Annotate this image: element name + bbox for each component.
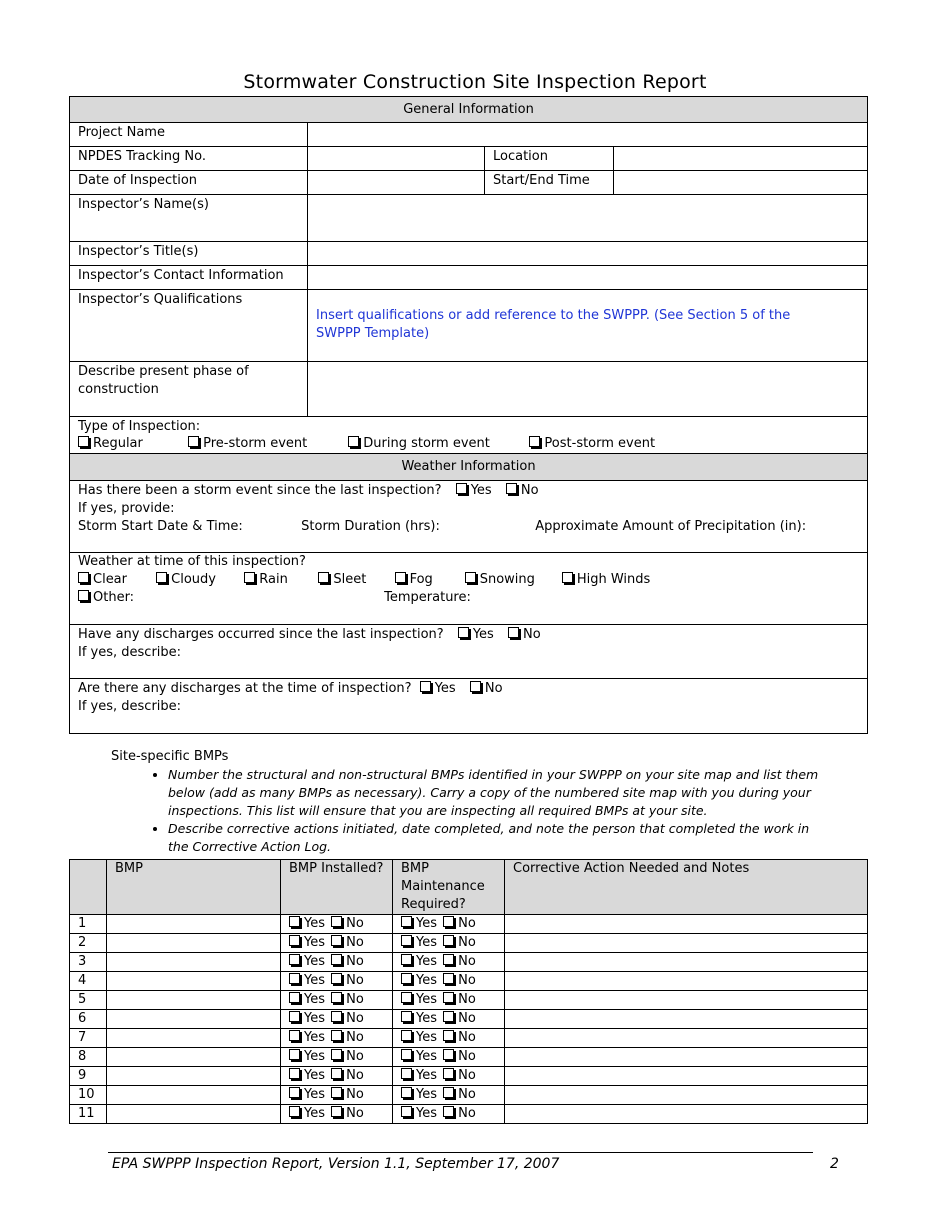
bmp-installed-choice[interactable]: Yes No (281, 1086, 393, 1105)
corrective-action-field[interactable] (505, 1105, 868, 1124)
discharge-since-no-option[interactable]: No (508, 627, 541, 642)
bmp-row-number: 10 (70, 1086, 107, 1105)
corrective-action-field[interactable] (505, 1048, 868, 1067)
discharge-now-no-option[interactable]: No (470, 681, 503, 696)
checkbox-icon[interactable] (348, 436, 359, 447)
discharge-now-question: Are there any discharges at the time of inspection? (78, 681, 412, 696)
checkbox-icon[interactable] (289, 1011, 300, 1022)
bmp-name-field[interactable] (107, 1105, 281, 1124)
bmp-instruction-2: • Describe corrective actions initiated, date completed, and note the person that completed the work in the Corrective Action Log. (168, 820, 831, 856)
inspection-type-label: Type of Inspection: (78, 419, 201, 434)
footer-text: EPA SWPPP Inspection Report, Version 1.1, September 17, 2007 (112, 1156, 560, 1172)
bmp-installed-header: BMP Installed? (281, 860, 393, 915)
date-field[interactable] (308, 171, 485, 195)
bmp-name-field[interactable] (107, 953, 281, 972)
bmp-maintenance-header: BMP Maintenance Required? (393, 860, 505, 915)
corrective-action-header: Corrective Action Needed and Notes (505, 860, 868, 915)
bmp-row-number: 8 (70, 1048, 107, 1067)
checkbox-icon[interactable] (562, 572, 573, 583)
bmp-name-field[interactable] (107, 1010, 281, 1029)
phase-label: Describe present phase of construction (70, 362, 308, 417)
storm-duration-label: Storm Duration (hrs): (301, 519, 440, 534)
table-row (70, 915, 868, 934)
bmp-installed-choice[interactable]: Yes No (281, 953, 393, 972)
checkbox-icon[interactable] (331, 973, 342, 984)
storm-if-yes: If yes, provide: (78, 501, 175, 516)
weather-conditions-cell (70, 553, 868, 625)
discharge-now-cell (70, 679, 868, 734)
bmp-name-field[interactable] (107, 1067, 281, 1086)
type-regular-option[interactable]: Regular (78, 435, 184, 452)
bmp-installed-choice[interactable]: Yes No (281, 1010, 393, 1029)
discharge-since-cell (70, 625, 868, 679)
bmp-installed-choice[interactable]: Yes No (281, 1067, 393, 1086)
type-pre-storm-option[interactable]: Pre-storm event (188, 435, 344, 452)
checkbox-icon[interactable] (331, 992, 342, 1003)
checkbox-icon[interactable] (401, 1068, 412, 1079)
inspection-type-cell (70, 417, 868, 454)
checkbox-icon[interactable] (289, 1030, 300, 1041)
checkbox-icon[interactable] (529, 436, 540, 447)
checkbox-icon[interactable] (244, 572, 255, 583)
checkbox-icon[interactable] (331, 1068, 342, 1079)
bmp-maintenance-choice[interactable]: Yes No (393, 972, 505, 991)
bmp-maintenance-choice[interactable]: Yes No (393, 1105, 505, 1124)
start-end-label: Start/End Time (485, 171, 614, 195)
table-row (70, 991, 868, 1010)
bmp-row-number: 1 (70, 915, 107, 934)
bmp-row-number: 6 (70, 1010, 107, 1029)
checkbox-icon[interactable] (443, 1030, 454, 1041)
bmp-name-field[interactable] (107, 972, 281, 991)
page-number: 2 (830, 1156, 839, 1172)
weather-rain-option[interactable]: Rain (244, 571, 314, 589)
checkbox-icon[interactable] (443, 1087, 454, 1098)
corrective-action-field[interactable] (505, 1010, 868, 1029)
bmp-installed-choice[interactable]: Yes No (281, 972, 393, 991)
checkbox-icon[interactable] (395, 572, 406, 583)
bmp-row-number: 3 (70, 953, 107, 972)
temperature-label: Temperature: (384, 590, 471, 605)
checkbox-icon[interactable] (289, 1049, 300, 1060)
checkbox-icon[interactable] (443, 954, 454, 965)
checkbox-icon[interactable] (401, 1049, 412, 1060)
checkbox-icon[interactable] (401, 954, 412, 965)
bmp-installed-choice[interactable]: Yes No (281, 991, 393, 1010)
date-label: Date of Inspection (70, 171, 308, 195)
storm-event-cell (70, 481, 868, 553)
checkbox-icon[interactable] (470, 681, 481, 692)
inspector-contact-label: Inspector’s Contact Information (70, 266, 308, 290)
corrective-action-field[interactable] (505, 915, 868, 934)
corrective-action-field[interactable] (505, 972, 868, 991)
bmp-header: BMP (107, 860, 281, 915)
bmp-row-number: 11 (70, 1105, 107, 1124)
inspector-titles-field[interactable] (308, 242, 868, 266)
checkbox-icon[interactable] (331, 1011, 342, 1022)
table-row (70, 1029, 868, 1048)
checkbox-icon[interactable] (289, 935, 300, 946)
checkbox-icon[interactable] (289, 1087, 300, 1098)
npdes-label: NPDES Tracking No. (70, 147, 308, 171)
table-row (70, 1086, 868, 1105)
table-row (70, 1067, 868, 1086)
bmp-installed-choice[interactable]: Yes No (281, 915, 393, 934)
inspector-titles-label: Inspector’s Title(s) (70, 242, 308, 266)
checkbox-icon[interactable] (508, 627, 519, 638)
discharge-now-describe: If yes, describe: (78, 699, 182, 714)
footer-divider (108, 1152, 813, 1153)
checkbox-icon[interactable] (401, 992, 412, 1003)
bmp-row-number: 5 (70, 991, 107, 1010)
checkbox-icon[interactable] (331, 1049, 342, 1060)
checkbox-icon[interactable] (443, 1049, 454, 1060)
storm-start-label: Storm Start Date & Time: (78, 519, 243, 534)
checkbox-icon[interactable] (156, 572, 167, 583)
checkbox-icon[interactable] (420, 681, 431, 692)
checkbox-icon[interactable] (289, 1068, 300, 1079)
type-post-storm-option[interactable]: Post-storm event (529, 435, 655, 452)
bmp-row-number: 2 (70, 934, 107, 953)
general-information-header: General Information (70, 97, 868, 123)
inspector-qualifications-field[interactable] (308, 290, 868, 362)
weather-clear-option[interactable]: Clear (78, 571, 152, 589)
checkbox-icon[interactable] (401, 1011, 412, 1022)
bmp-name-field[interactable] (107, 991, 281, 1010)
storm-question: Has there been a storm event since the last inspection? (78, 483, 442, 498)
inspector-qualifications-label: Inspector’s Qualifications (70, 290, 308, 362)
weather-sleet-option[interactable]: Sleet (318, 571, 390, 589)
bmp-instructions (111, 749, 831, 856)
checkbox-icon[interactable] (456, 483, 467, 494)
bmp-name-field[interactable] (107, 934, 281, 953)
storm-no-option[interactable]: No (506, 483, 539, 498)
bmp-maintenance-choice[interactable]: Yes No (393, 1067, 505, 1086)
bmp-maintenance-choice[interactable]: Yes No (393, 991, 505, 1010)
checkbox-icon[interactable] (331, 916, 342, 927)
checkbox-icon[interactable] (289, 916, 300, 927)
start-end-field[interactable] (614, 171, 868, 195)
checkbox-icon[interactable] (331, 935, 342, 946)
corrective-action-field[interactable] (505, 1029, 868, 1048)
corrective-action-field[interactable] (505, 953, 868, 972)
bmp-installed-choice[interactable]: Yes No (281, 1048, 393, 1067)
bmp-name-field[interactable] (107, 915, 281, 934)
weather-cloudy-option[interactable]: Cloudy (156, 571, 240, 589)
bmp-table (69, 859, 868, 1124)
checkbox-icon[interactable] (289, 954, 300, 965)
checkbox-icon[interactable] (318, 572, 329, 583)
project-name-label: Project Name (70, 123, 308, 147)
checkbox-icon[interactable] (443, 992, 454, 1003)
checkbox-icon[interactable] (401, 935, 412, 946)
checkbox-icon[interactable] (443, 1106, 454, 1117)
bmp-instruction-1: • Number the structural and non-structural BMPs identified in your SWPPP on your site map and list them below (add as many BMPs as necessary). Carry a copy of the numbered site map with you during your inspections. This list will ensure that you are inspecting all required BMPs at your site. (168, 766, 831, 820)
checkbox-icon[interactable] (289, 973, 300, 984)
table-row (70, 1010, 868, 1029)
phase-field[interactable] (308, 362, 868, 417)
table-row (70, 934, 868, 953)
bmp-maintenance-choice[interactable]: Yes No (393, 1086, 505, 1105)
inspector-names-field[interactable] (308, 195, 868, 242)
discharge-now-yes-option[interactable]: Yes (420, 681, 456, 696)
location-label: Location (485, 147, 614, 171)
table-row (70, 1105, 868, 1124)
bmp-maintenance-choice[interactable]: Yes No (393, 1048, 505, 1067)
bmp-maintenance-choice[interactable]: Yes No (393, 953, 505, 972)
checkbox-icon[interactable] (443, 1068, 454, 1079)
weather-snowing-option[interactable]: Snowing (465, 571, 558, 589)
bmp-heading: Site-specific BMPs (111, 749, 229, 764)
checkbox-icon[interactable] (78, 436, 89, 447)
checkbox-icon[interactable] (443, 935, 454, 946)
discharge-since-describe: If yes, describe: (78, 645, 182, 660)
checkbox-icon[interactable] (78, 590, 89, 601)
bmp-row-number: 7 (70, 1029, 107, 1048)
checkbox-icon[interactable] (401, 1030, 412, 1041)
bmp-maintenance-choice[interactable]: Yes No (393, 1029, 505, 1048)
type-during-storm-option[interactable]: During storm event (348, 435, 525, 452)
bmp-maintenance-choice[interactable]: Yes No (393, 915, 505, 934)
weather-high-winds-option[interactable]: High Winds (562, 571, 650, 589)
bmp-row-number: 9 (70, 1067, 107, 1086)
checkbox-icon[interactable] (401, 973, 412, 984)
checkbox-icon[interactable] (443, 916, 454, 927)
bmp-name-field[interactable] (107, 1048, 281, 1067)
table-row (70, 953, 868, 972)
checkbox-icon[interactable] (443, 973, 454, 984)
checkbox-icon[interactable] (401, 1106, 412, 1117)
bmp-row-number: 4 (70, 972, 107, 991)
corrective-action-field[interactable] (505, 1086, 868, 1105)
corrective-action-field[interactable] (505, 934, 868, 953)
npdes-field[interactable] (308, 147, 485, 171)
checkbox-icon[interactable] (331, 1030, 342, 1041)
discharge-since-yes-option[interactable]: Yes (458, 627, 494, 642)
checkbox-icon[interactable] (289, 992, 300, 1003)
bmp-installed-choice[interactable]: Yes No (281, 934, 393, 953)
checkbox-icon[interactable] (506, 483, 517, 494)
bmp-maintenance-choice[interactable]: Yes No (393, 934, 505, 953)
weather-information-header: Weather Information (70, 454, 868, 481)
weather-question: Weather at time of this inspection? (78, 554, 306, 569)
corrective-action-field[interactable] (505, 991, 868, 1010)
bmp-name-field[interactable] (107, 1029, 281, 1048)
bmp-installed-choice[interactable]: Yes No (281, 1029, 393, 1048)
checkbox-icon[interactable] (401, 916, 412, 927)
checkbox-icon[interactable] (465, 572, 476, 583)
page-title: Stormwater Construction Site Inspection Report (243, 71, 707, 93)
precipitation-label: Approximate Amount of Precipitation (in): (535, 519, 807, 534)
qualifications-hint: Insert qualifications or add reference to the SWPPP. (See Section 5 of the SWPPP Template) (316, 308, 791, 341)
bmp-maintenance-choice[interactable]: Yes No (393, 1010, 505, 1029)
checkbox-icon[interactable] (401, 1087, 412, 1098)
general-information-table (69, 96, 868, 734)
location-field[interactable] (614, 147, 868, 171)
table-row (70, 1048, 868, 1067)
weather-other-option[interactable]: Other: (78, 589, 380, 607)
checkbox-icon[interactable] (78, 572, 89, 583)
table-row (70, 972, 868, 991)
inspector-names-label: Inspector’s Name(s) (70, 195, 308, 242)
weather-fog-option[interactable]: Fog (395, 571, 461, 589)
project-name-field[interactable] (308, 123, 868, 147)
checkbox-icon[interactable] (443, 1011, 454, 1022)
checkbox-icon[interactable] (289, 1106, 300, 1117)
checkbox-icon[interactable] (458, 627, 469, 638)
storm-yes-option[interactable]: Yes (456, 483, 492, 498)
checkbox-icon[interactable] (331, 954, 342, 965)
corrective-action-field[interactable] (505, 1067, 868, 1086)
discharge-since-question: Have any discharges occurred since the last inspection? (78, 627, 444, 642)
bmp-number-header (70, 860, 107, 915)
inspector-contact-field[interactable] (308, 266, 868, 290)
checkbox-icon[interactable] (331, 1106, 342, 1117)
checkbox-icon[interactable] (188, 436, 199, 447)
bmp-installed-choice[interactable]: Yes No (281, 1105, 393, 1124)
bmp-name-field[interactable] (107, 1086, 281, 1105)
checkbox-icon[interactable] (331, 1087, 342, 1098)
